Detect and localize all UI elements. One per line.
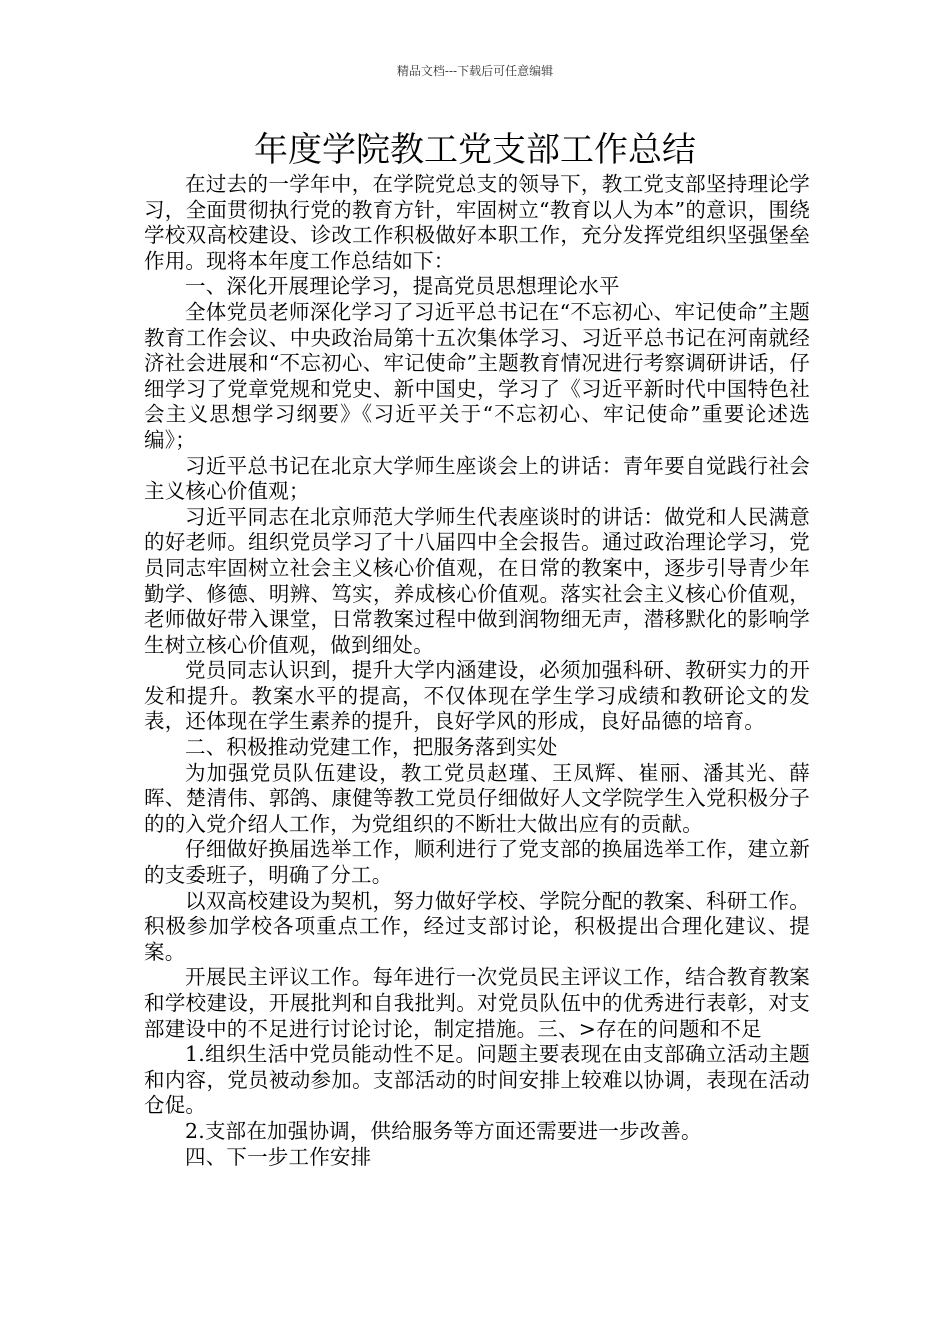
paragraph: 开展民主评议工作。每年进行一次党员民主评议工作，结合教育教案和学校建设，开展批判和自我批判。对党员队伍中的优秀进行表彰，对支部建设中的不足进行讨论讨论，制定措施。三、>存在的问题和不足 xyxy=(144,965,810,1041)
document-body xyxy=(144,172,810,1170)
section-heading-2: 二、积极推动党建工作，把服务落到实处 xyxy=(185,735,558,760)
paragraph: 1.组织生活中党员能动性不足。问题主要表现在由支部确立活动主题和内容，党员被动参加。支部活动的时间安排上较难以协调，表现在活动仓促。 xyxy=(144,1042,810,1118)
section-heading-1: 一、深化开展理论学习，提高党员思想理论水平 xyxy=(185,274,620,299)
paragraph: 习近平同志在北京师范大学师生代表座谈时的讲话：做党和人民满意的好老师。组织党员学习了十八届四中全会报告。通过政治理论学习，党员同志牢固树立社会主义核心价值观，在日常的教案中，逐步引导青少年勤学、修德、明辨、笃实，养成核心价值观。落实社会主义核心价值观，老师做好带入课堂，日常教案过程中做到润物细无声，潜移默化的影响学生树立核心价值观，做到细处。 xyxy=(144,504,810,657)
document-title: 年度学院教工党支部工作总结 xyxy=(254,130,696,170)
paragraph: 党员同志认识到，提升大学内涵建设，必须加强科研、教研实力的开发和提升。教案水平的提高，不仅体现在学生学习成绩和教研论文的发表，还体现在学生素养的提升，良好学风的形成，良好品德的培育。 xyxy=(144,658,810,734)
paragraph: 习近平总书记在北京大学师生座谈会上的讲话：青年要自觉践行社会主义核心价值观； xyxy=(144,453,810,504)
paragraph: 以双高校建设为契机，努力做好学校、学院分配的教案、科研工作。积极参加学校各项重点工作，经过支部讨论，积极提出合理化建议、提案。 xyxy=(144,888,810,964)
paragraph: 仔细做好换届选举工作，顺利进行了党支部的换届选举工作，建立新的支委班子，明确了分工。 xyxy=(144,837,810,888)
paragraph: 为加强党员队伍建设，教工党员赵瑾、王凤辉、崔丽、潘其光、薛晖、楚清伟、郭鸽、康健等教工党员仔细做好人文学院学生入党积极分子的的入党介绍人工作，为党组织的不断壮大做出应有的贡献。 xyxy=(144,760,810,836)
paragraph-intro: 在过去的一学年中，在学院党总支的领导下，教工党支部坚持理论学习，全面贯彻执行党的教育方针，牢固树立“教育以人为本”的意识，围绕学校双高校建设、诊改工作积极做好本职工作，充分发挥党组织坚强堡垒作用。现将本年度工作总结如下： xyxy=(144,172,810,273)
paragraph: 全体党员老师深化学习了习近平总书记在“不忘初心、牢记使命”主题教育工作会议、中央政治局第十五次集体学习、习近平总书记在河南就经济社会进展和“不忘初心、牢记使命”主题教育情况进行考察调研讲话，仔细学习了党章党规和党史、新中国史，学习了《习近平新时代中国特色社会主义思想学习纲要》《习近平关于“不忘初心、牢记使命”重要论述选编》； xyxy=(144,299,810,452)
section-heading-4: 四、下一步工作安排 xyxy=(185,1144,372,1169)
paragraph: 2.支部在加强协调，供给服务等方面还需要进一步改善。 xyxy=(185,1118,702,1143)
header-note: 精品文档---下载后可任意编辑 xyxy=(396,64,554,78)
